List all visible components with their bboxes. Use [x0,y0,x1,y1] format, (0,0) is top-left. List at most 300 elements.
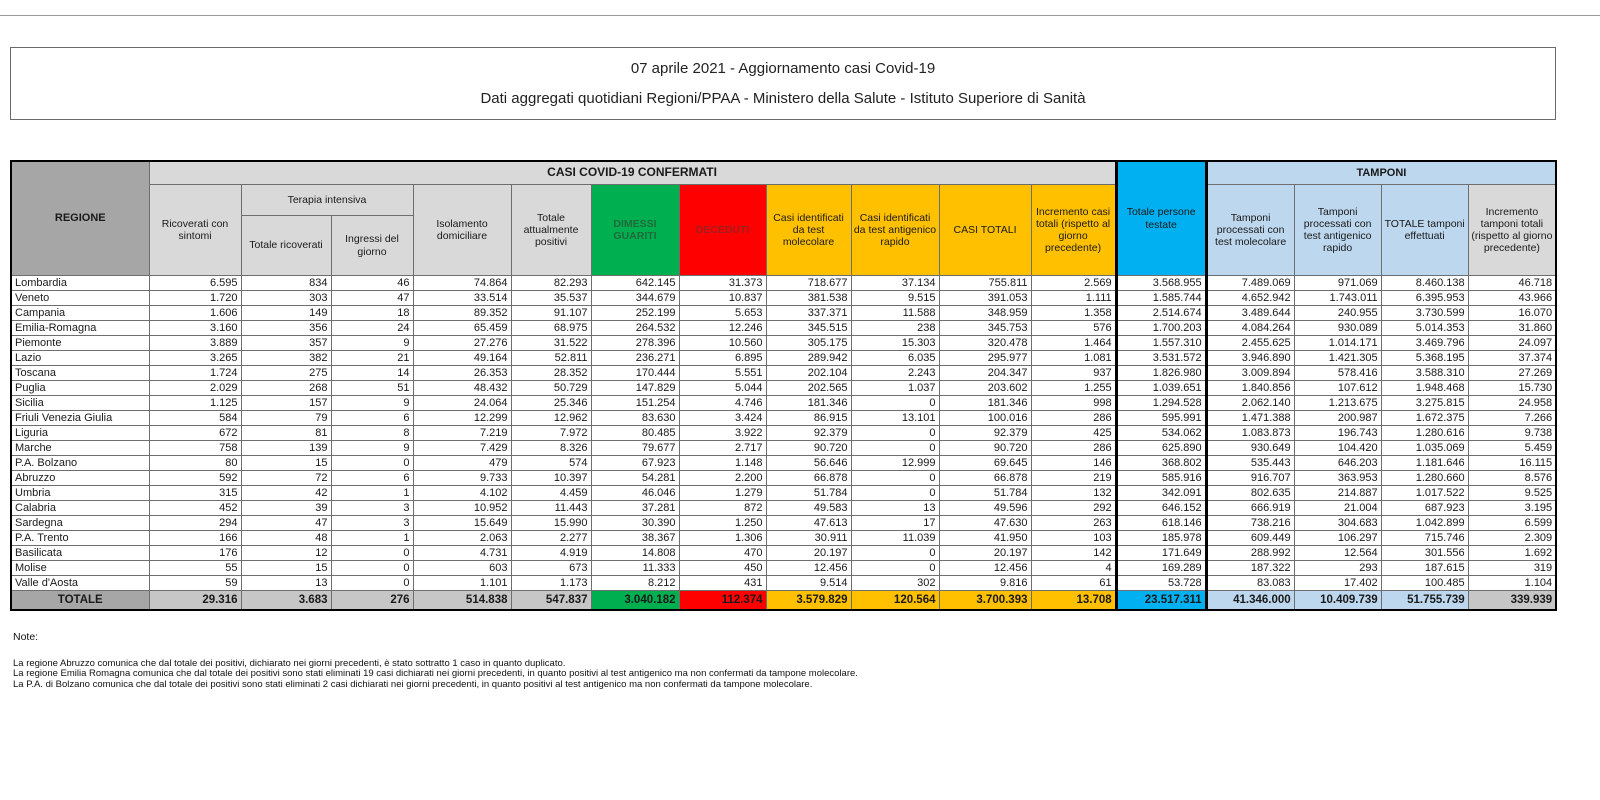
data-cell: 157 [241,396,331,411]
data-cell: 9 [331,396,413,411]
data-cell: 576 [1031,321,1116,336]
data-cell: 320.478 [939,336,1031,351]
header-casi-totali: CASI TOTALI [939,185,1031,276]
data-cell: 51 [331,381,413,396]
data-cell: 930.649 [1206,441,1294,456]
data-cell: 2.243 [851,366,939,381]
data-cell: 1.213.675 [1294,396,1381,411]
data-cell: 151.254 [591,396,679,411]
data-cell: 937 [1031,366,1116,381]
data-cell: 69.645 [939,456,1031,471]
data-cell: 56.646 [766,456,851,471]
data-cell: 33.514 [413,291,511,306]
data-cell: 21.004 [1294,501,1381,516]
total-cell: 13.708 [1031,591,1116,611]
data-cell: 68.975 [511,321,591,336]
data-cell: 66.878 [766,471,851,486]
data-cell: 80.485 [591,426,679,441]
data-cell: 100.485 [1381,576,1468,591]
data-cell: 142 [1031,546,1116,561]
data-cell: 15.990 [511,516,591,531]
data-cell: 391.053 [939,291,1031,306]
data-cell: 35.537 [511,291,591,306]
total-cell: 339.939 [1468,591,1556,611]
data-cell: 83.083 [1206,576,1294,591]
header-incremento-tamponi: Incremento tamponi totali (rispetto al giorno precedente) [1468,185,1556,276]
data-cell: 92.379 [766,426,851,441]
data-cell: 49.164 [413,351,511,366]
data-cell: 15.303 [851,336,939,351]
data-cell: 48.432 [413,381,511,396]
data-cell: 24.958 [1468,396,1556,411]
data-cell: 1.471.388 [1206,411,1294,426]
data-cell: 4.102 [413,486,511,501]
data-cell: 12.246 [679,321,766,336]
data-cell: 0 [331,456,413,471]
data-cell: 100.016 [939,411,1031,426]
data-cell: 149 [241,306,331,321]
data-cell: 6.599 [1468,516,1556,531]
data-cell: 1.358 [1031,306,1116,321]
data-cell: 214.887 [1294,486,1381,501]
data-cell: 0 [331,576,413,591]
region-name-cell: Friuli Venezia Giulia [11,411,149,426]
data-cell: 263 [1031,516,1116,531]
header-dimessi-guariti: DIMESSI GUARITI [591,185,679,276]
data-cell: 46.718 [1468,276,1556,291]
total-cell: 3.579.829 [766,591,851,611]
data-cell: 1.101 [413,576,511,591]
data-cell: 89.352 [413,306,511,321]
data-cell: 584 [149,411,241,426]
header-totale-tamponi: TOTALE tamponi effettuati [1381,185,1468,276]
report-title-line1: 07 aprile 2021 - Aggiornamento casi Covid-19 [630,60,936,78]
data-cell: 1.173 [511,576,591,591]
data-cell: 9.733 [413,471,511,486]
data-cell: 592 [149,471,241,486]
table-body [11,276,1556,611]
data-cell: 7.219 [413,426,511,441]
data-cell: 479 [413,456,511,471]
data-cell: 738.216 [1206,516,1294,531]
data-cell: 585.916 [1116,471,1206,486]
data-cell: 345.515 [766,321,851,336]
data-cell: 425 [1031,426,1116,441]
region-name-cell: P.A. Trento [11,531,149,546]
region-name-cell: Veneto [11,291,149,306]
data-cell: 1.250 [679,516,766,531]
data-cell: 609.449 [1206,531,1294,546]
data-cell: 2.455.625 [1206,336,1294,351]
data-cell: 10.952 [413,501,511,516]
region-name-cell: Lombardia [11,276,149,291]
table-row [11,441,1556,456]
data-cell: 916.707 [1206,471,1294,486]
data-cell: 6 [331,471,413,486]
data-cell: 1 [331,531,413,546]
data-cell: 4.459 [511,486,591,501]
data-cell: 3.568.955 [1116,276,1206,291]
data-cell: 3.946.890 [1206,351,1294,366]
header-casi-test-molecolare: Casi identificati da test molecolare [766,185,851,276]
data-cell: 21 [331,351,413,366]
total-cell: 29.316 [149,591,241,611]
data-cell: 7.429 [413,441,511,456]
data-cell: 12.456 [939,561,1031,576]
data-cell: 80 [149,456,241,471]
data-cell: 930.089 [1294,321,1381,336]
total-cell: 3.683 [241,591,331,611]
data-cell: 12.962 [511,411,591,426]
data-cell: 196.743 [1294,426,1381,441]
region-name-cell: Abruzzo [11,471,149,486]
header-deceduti: DECEDUTI [679,185,766,276]
data-cell: 3.265 [149,351,241,366]
header-tamponi-molecolare: Tamponi processati con test molecolare [1206,185,1294,276]
table-row [11,501,1556,516]
total-cell: 41.346.000 [1206,591,1294,611]
data-cell: 574 [511,456,591,471]
data-cell: 1.083.873 [1206,426,1294,441]
data-cell: 176 [149,546,241,561]
data-cell: 31.373 [679,276,766,291]
data-cell: 3.588.310 [1381,366,1468,381]
band-tamponi: TAMPONI [1206,161,1556,185]
data-cell: 1.042.899 [1381,516,1468,531]
data-cell: 79 [241,411,331,426]
data-cell: 74.864 [413,276,511,291]
data-cell: 17 [851,516,939,531]
data-cell: 1.306 [679,531,766,546]
table-row [11,486,1556,501]
data-cell: 8 [331,426,413,441]
data-cell: 431 [679,576,766,591]
data-cell: 2.309 [1468,531,1556,546]
data-cell: 38.367 [591,531,679,546]
region-name-cell: Campania [11,306,149,321]
data-cell: 3.424 [679,411,766,426]
region-name-cell: P.A. Bolzano [11,456,149,471]
data-cell: 1.948.468 [1381,381,1468,396]
data-cell: 1.700.203 [1116,321,1206,336]
header-ricoverati-con-sintomi: Ricoverati con sintomi [149,185,241,276]
data-cell: 3.160 [149,321,241,336]
region-name-cell: Calabria [11,501,149,516]
data-cell: 9.525 [1468,486,1556,501]
data-cell: 47 [241,516,331,531]
data-cell: 356 [241,321,331,336]
table-row [11,321,1556,336]
data-cell: 67.923 [591,456,679,471]
data-cell: 348.959 [939,306,1031,321]
data-cell: 26.353 [413,366,511,381]
data-cell: 12.456 [766,561,851,576]
data-cell: 1.280.616 [1381,426,1468,441]
data-cell: 381.538 [766,291,851,306]
region-name-cell: Valle d'Aosta [11,576,149,591]
note-line: La regione Emilia Romagna comunica che dal totale dei positivi sono stati eliminati 19 casi dichiarati nei giorni precedenti, in quanto positivi al test antigenico ma non confermati da tampone molecolare. [13,668,858,679]
region-name-cell: Toscana [11,366,149,381]
data-cell: 15 [241,456,331,471]
data-cell: 1.280.660 [1381,471,1468,486]
band-casi-confermati: CASI COVID-19 CONFERMATI [149,161,1116,185]
data-cell: 187.322 [1206,561,1294,576]
data-cell: 1.035.069 [1381,441,1468,456]
data-cell: 204.347 [939,366,1031,381]
data-cell: 66.878 [939,471,1031,486]
data-cell: 7.972 [511,426,591,441]
data-cell: 758 [149,441,241,456]
total-row [11,591,1556,611]
data-cell: 51.784 [939,486,1031,501]
data-cell: 52.811 [511,351,591,366]
data-cell: 1.585.744 [1116,291,1206,306]
data-cell: 15.649 [413,516,511,531]
report-title-line2: Dati aggregati quotidiani Regioni/PPAA - Ministero della Salute - Istituto Superiore di Sanità [480,89,1086,107]
data-cell: 0 [331,561,413,576]
data-cell: 51.784 [766,486,851,501]
data-cell: 31.860 [1468,321,1556,336]
data-cell: 319 [1468,561,1556,576]
data-cell: 103 [1031,531,1116,546]
table-row [11,426,1556,441]
data-cell: 59 [149,576,241,591]
data-cell: 6.395.953 [1381,291,1468,306]
data-cell: 452 [149,501,241,516]
data-cell: 1.743.011 [1294,291,1381,306]
table-row [11,306,1556,321]
region-name-cell: Marche [11,441,149,456]
table-header [11,161,1556,276]
data-cell: 1.692 [1468,546,1556,561]
data-cell: 2.514.674 [1116,306,1206,321]
data-cell: 12.564 [1294,546,1381,561]
data-cell: 37.281 [591,501,679,516]
total-label-cell: TOTALE [11,591,149,611]
data-cell: 9.514 [766,576,851,591]
data-cell: 278.396 [591,336,679,351]
table-row [11,516,1556,531]
data-cell: 181.346 [766,396,851,411]
data-cell: 382 [241,351,331,366]
data-cell: 9 [331,441,413,456]
data-cell: 41.950 [939,531,1031,546]
data-cell: 200.987 [1294,411,1381,426]
data-cell: 470 [679,546,766,561]
data-cell: 286 [1031,441,1116,456]
data-cell: 3.922 [679,426,766,441]
data-cell: 4 [1031,561,1116,576]
data-cell: 16.070 [1468,306,1556,321]
data-cell: 3.531.572 [1116,351,1206,366]
data-cell: 236.271 [591,351,679,366]
region-name-cell: Molise [11,561,149,576]
data-cell: 171.649 [1116,546,1206,561]
data-cell: 534.062 [1116,426,1206,441]
data-cell: 30.911 [766,531,851,546]
total-cell: 3.040.182 [591,591,679,611]
data-cell: 0 [851,396,939,411]
table-row [11,366,1556,381]
data-cell: 9.738 [1468,426,1556,441]
total-cell: 23.517.311 [1116,591,1206,611]
data-cell: 219 [1031,471,1116,486]
data-cell: 342.091 [1116,486,1206,501]
data-cell: 81 [241,426,331,441]
data-cell: 718.677 [766,276,851,291]
data-cell: 13 [241,576,331,591]
table-row [11,381,1556,396]
data-cell: 264.532 [591,321,679,336]
table-row [11,546,1556,561]
data-cell: 3.889 [149,336,241,351]
data-cell: 302 [851,576,939,591]
data-cell: 30.390 [591,516,679,531]
data-cell: 755.811 [939,276,1031,291]
data-cell: 50.729 [511,381,591,396]
total-cell: 276 [331,591,413,611]
table-row [11,531,1556,546]
data-cell: 595.991 [1116,411,1206,426]
header-totale-ricoverati: Totale ricoverati [241,216,331,276]
data-cell: 1.606 [149,306,241,321]
data-cell: 11.588 [851,306,939,321]
data-cell: 315 [149,486,241,501]
data-cell: 31.522 [511,336,591,351]
data-cell: 49.596 [939,501,1031,516]
data-cell: 3.730.599 [1381,306,1468,321]
region-name-cell: Emilia-Romagna [11,321,149,336]
header-regione: REGIONE [11,161,149,276]
data-cell: 673 [511,561,591,576]
data-cell: 535.443 [1206,456,1294,471]
data-cell: 14.808 [591,546,679,561]
data-cell: 203.602 [939,381,1031,396]
data-cell: 1.826.980 [1116,366,1206,381]
note-line: La P.A. di Bolzano comunica che dal totale dei positivi sono stati eliminati 2 casi dichiarati nei giorni precedenti, in quanto positivi al test antigenico ma non confermati da tampone molecolare. [13,678,813,690]
data-cell: 65.459 [413,321,511,336]
data-cell: 5.044 [679,381,766,396]
data-cell: 48 [241,531,331,546]
data-cell: 3.009.894 [1206,366,1294,381]
data-cell: 6 [331,411,413,426]
data-cell: 16.115 [1468,456,1556,471]
data-cell: 295.977 [939,351,1031,366]
data-cell: 345.753 [939,321,1031,336]
data-cell: 834 [241,276,331,291]
data-cell: 10.397 [511,471,591,486]
data-cell: 998 [1031,396,1116,411]
data-cell: 5.459 [1468,441,1556,456]
data-cell: 5.014.353 [1381,321,1468,336]
data-cell: 139 [241,441,331,456]
data-cell: 12 [241,546,331,561]
data-cell: 363.953 [1294,471,1381,486]
data-cell: 15 [241,561,331,576]
data-cell: 3 [331,516,413,531]
data-cell: 6.895 [679,351,766,366]
data-cell: 2.062.140 [1206,396,1294,411]
data-cell: 450 [679,561,766,576]
note-line: La regione Abruzzo comunica che dal totale dei positivi, dichiarato nei giorni precedenti, è stato sottratto 1 caso in quanto duplicato. [13,657,566,669]
data-cell: 672 [149,426,241,441]
data-cell: 7.266 [1468,411,1556,426]
data-cell: 646.152 [1116,501,1206,516]
data-cell: 3 [331,501,413,516]
data-cell: 1.724 [149,366,241,381]
data-cell: 54.281 [591,471,679,486]
data-cell: 13 [851,501,939,516]
data-cell: 1.014.171 [1294,336,1381,351]
band-terapia-intensiva: Terapia intensiva [241,185,413,216]
data-cell: 252.199 [591,306,679,321]
data-cell: 106.297 [1294,531,1381,546]
data-cell: 11.333 [591,561,679,576]
table-row [11,561,1556,576]
data-cell: 82.293 [511,276,591,291]
data-cell: 72 [241,471,331,486]
data-cell: 289.942 [766,351,851,366]
data-cell: 79.677 [591,441,679,456]
data-cell: 0 [851,426,939,441]
data-cell: 0 [851,486,939,501]
data-cell: 2.063 [413,531,511,546]
data-cell: 2.029 [149,381,241,396]
data-cell: 86.915 [766,411,851,426]
report-title-box [10,47,1556,120]
data-cell: 4.652.942 [1206,291,1294,306]
data-cell: 642.145 [591,276,679,291]
top-divider [0,15,1600,16]
data-cell: 181.346 [939,396,1031,411]
region-name-cell: Puglia [11,381,149,396]
data-cell: 15.730 [1468,381,1556,396]
data-cell: 185.978 [1116,531,1206,546]
data-cell: 17.402 [1294,576,1381,591]
data-cell: 3.275.815 [1381,396,1468,411]
data-cell: 8.326 [511,441,591,456]
data-cell: 169.289 [1116,561,1206,576]
data-cell: 4.731 [413,546,511,561]
data-cell: 1.421.305 [1294,351,1381,366]
data-cell: 61 [1031,576,1116,591]
data-cell: 240.955 [1294,306,1381,321]
data-cell: 3.469.796 [1381,336,1468,351]
data-cell: 0 [851,471,939,486]
data-cell: 9.816 [939,576,1031,591]
data-cell: 47 [331,291,413,306]
data-cell: 107.612 [1294,381,1381,396]
table-row [11,456,1556,471]
total-cell: 112.374 [679,591,766,611]
data-cell: 618.146 [1116,516,1206,531]
region-name-cell: Umbria [11,486,149,501]
data-cell: 47.630 [939,516,1031,531]
data-cell: 202.104 [766,366,851,381]
data-cell: 0 [851,561,939,576]
data-cell: 268 [241,381,331,396]
data-cell: 7.489.069 [1206,276,1294,291]
data-cell: 92.379 [939,426,1031,441]
data-cell: 301.556 [1381,546,1468,561]
data-cell: 147.829 [591,381,679,396]
data-cell: 2.200 [679,471,766,486]
data-cell: 27.276 [413,336,511,351]
data-cell: 1.125 [149,396,241,411]
data-cell: 11.443 [511,501,591,516]
data-cell: 1 [331,486,413,501]
data-cell: 27.269 [1468,366,1556,381]
